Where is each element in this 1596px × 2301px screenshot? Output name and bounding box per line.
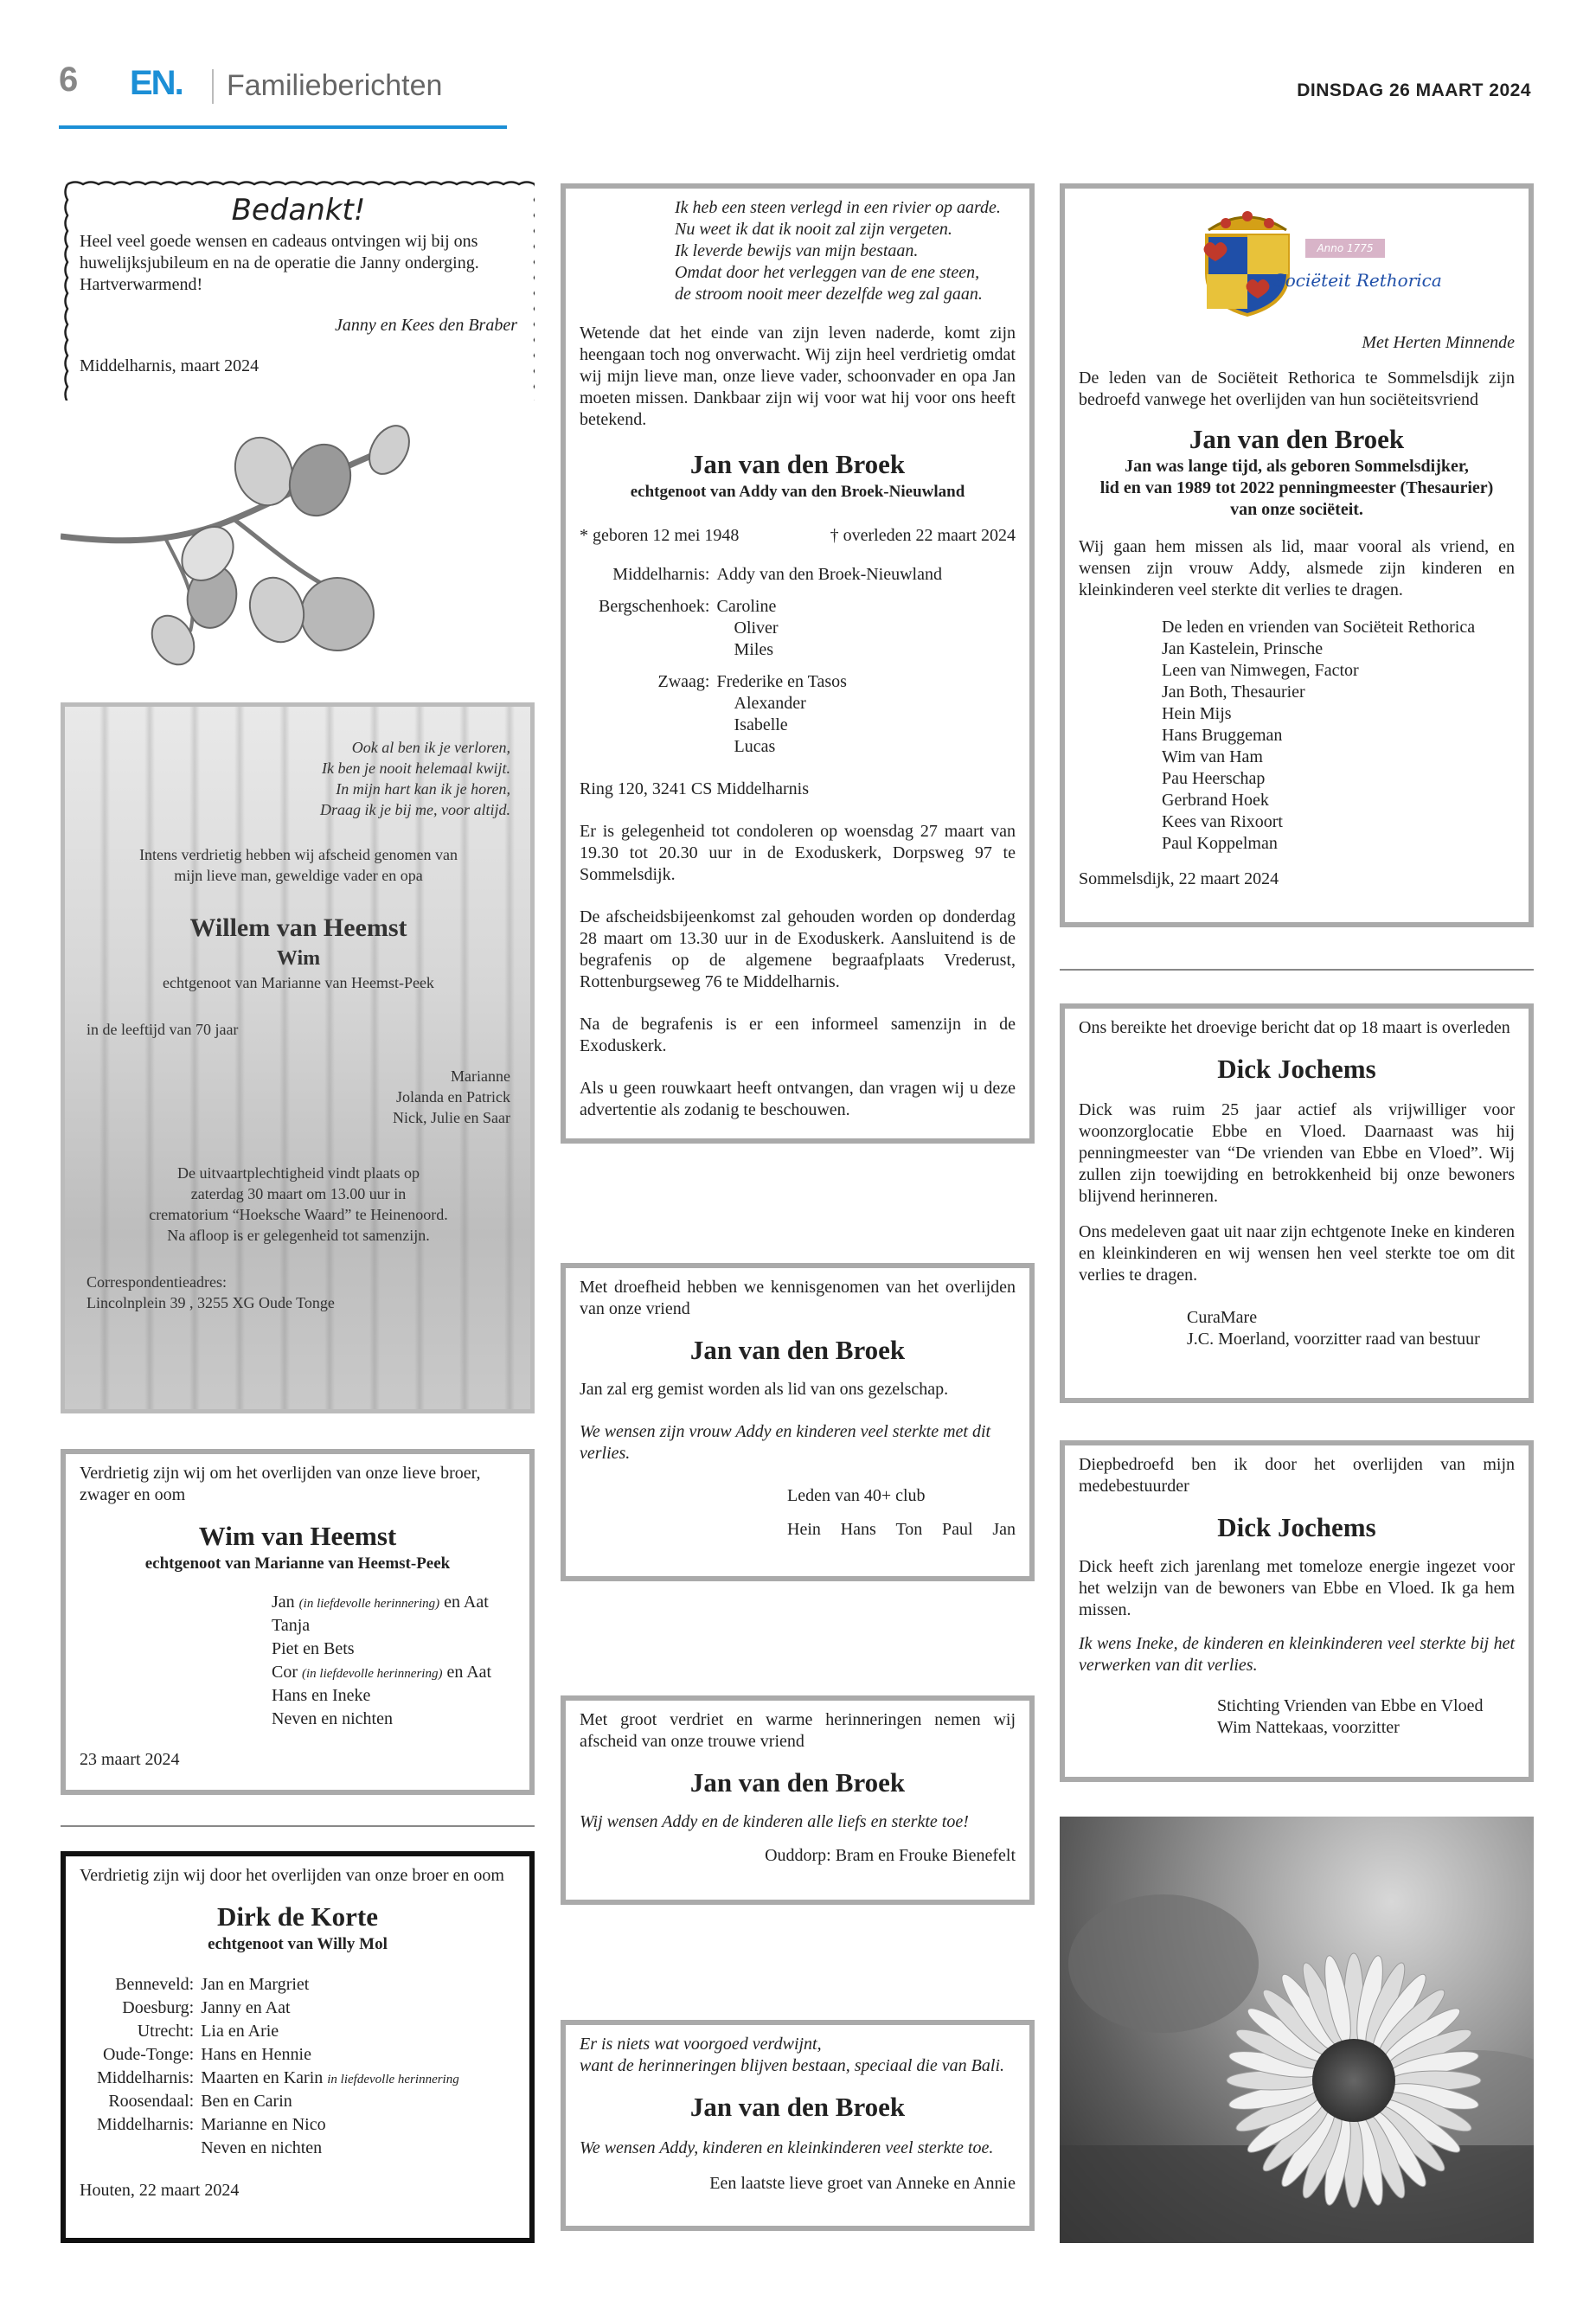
dick-curamare-intro: Ons bereikte het droevige bericht dat op 18 maart is overleden bbox=[1079, 1018, 1510, 1037]
family-place: Middelharnis: bbox=[97, 2068, 195, 2087]
jan-friends-notice bbox=[561, 1695, 1035, 1905]
family-line bbox=[272, 1708, 516, 1732]
header-divider bbox=[212, 69, 214, 104]
family-row bbox=[599, 671, 942, 693]
family-place: Roosendaal: bbox=[108, 2092, 195, 2111]
poem-line: Omdat door het verleggen van de ene steen, bbox=[675, 263, 980, 282]
jan-friends-wish: Wij wensen Addy en de kinderen alle liefs en sterkte toe! bbox=[580, 1812, 969, 1831]
family-names-cell bbox=[201, 2021, 459, 2044]
funeral-line: zaterdag 30 maart om 13.00 uur in bbox=[190, 1185, 407, 1202]
club-member: Jan bbox=[992, 1520, 1016, 1539]
family-names: Jan en Margriet bbox=[201, 1975, 310, 1994]
wim-notice bbox=[61, 1449, 535, 1795]
family-place bbox=[599, 736, 717, 758]
jan-club-wish: We wensen zijn vrouw Addy en kinderen veel sterkte met dit verlies. bbox=[580, 1422, 991, 1463]
willem-spouse: echtgenoot van Marianne van Heemst-Peek bbox=[163, 974, 434, 991]
bedankt-title: Bedankt! bbox=[231, 193, 366, 228]
family-names: Lia en Arie bbox=[201, 2022, 279, 2041]
rethorica-date: Sommelsdijk, 22 maart 2024 bbox=[1079, 869, 1279, 888]
issue-date: DINSDAG 26 MAART 2024 bbox=[1297, 80, 1531, 100]
family-place: Bergschenhoek: bbox=[599, 597, 710, 616]
jan-bali-wish: We wensen Addy, kinderen en kleinkinderen veel sterkte toe. bbox=[580, 2138, 994, 2157]
dirk-korte-notice bbox=[61, 1851, 535, 2243]
jan-after: Na de begrafenis is er een informeel samenzijn in de Exoduskerk. bbox=[580, 1015, 1016, 1055]
jan-name: Jan van den Broek bbox=[689, 449, 906, 479]
family-line: Nick, Julie en Saar bbox=[393, 1109, 510, 1126]
family-spacer bbox=[599, 586, 942, 596]
family-row bbox=[599, 618, 942, 639]
dick-curamare-text1: Dick was ruim 25 jaar actief als vrijwilliger voor woonzorglocatie Ebbe en Vloed. Daarnaast was hij penningmeester van “De vrienden van Ebbe en Vloed”. Wij zullen zijn toewijding en betrokkenheid bij onze bewoners blijvend herinneren. bbox=[1079, 1100, 1515, 1206]
family-row bbox=[97, 2091, 459, 2114]
jan-born: * geboren 12 mei 1948 bbox=[580, 526, 740, 545]
family-names: Isabelle bbox=[716, 715, 788, 734]
jan-club-text: Jan zal erg gemist worden als lid van ons gezelschap. bbox=[580, 1380, 949, 1399]
member-name: De leden en vrienden van Sociëteit Rethorica bbox=[1162, 618, 1476, 637]
newspaper-logo: EN. bbox=[130, 64, 183, 102]
family-line bbox=[272, 1615, 516, 1638]
divider bbox=[1060, 969, 1534, 971]
family-row bbox=[97, 2138, 459, 2161]
family-row bbox=[599, 564, 942, 586]
family-names: Alexander bbox=[716, 694, 806, 713]
willem-notice bbox=[61, 702, 535, 1413]
willem-address-label: Correspondentieadres: bbox=[87, 1273, 227, 1291]
jan-condolence: Er is gelegenheid tot condoleren op woensdag 27 maart van 19.30 tot 20.30 uur in de Exoduskerk, Dorpsweg 97 te Sommelsdijk. bbox=[580, 822, 1016, 884]
family-row bbox=[97, 1997, 459, 2021]
willem-intro-line: mijn lieve man, geweldige vader en opa bbox=[174, 867, 423, 884]
poem-line: Ik ben je nooit helemaal kwijt. bbox=[322, 760, 510, 777]
family-names: Janny en Aat bbox=[201, 1998, 291, 2017]
section-title: Familieberichten bbox=[227, 69, 443, 102]
member-name: Jan Both, Thesaurier bbox=[1162, 683, 1305, 702]
member-name: Kees van Rixoort bbox=[1162, 812, 1283, 831]
family-name: Jan bbox=[272, 1593, 299, 1612]
family-place: Oude-Tonge: bbox=[102, 2045, 195, 2064]
bedankt-place-date: Middelharnis, maart 2024 bbox=[80, 356, 260, 375]
leaf-branch-illustration bbox=[61, 424, 415, 683]
daisy-flower-icon bbox=[1060, 1817, 1534, 2243]
family-place: Middelharnis: bbox=[612, 565, 710, 584]
dirk-korte-intro: Verdrietig zijn wij door het overlijden van onze broer en oom bbox=[80, 1866, 504, 1885]
family-names-cell bbox=[201, 2138, 459, 2161]
family-row bbox=[97, 2114, 459, 2138]
rethorica-logo bbox=[1079, 197, 1515, 318]
family-names: Oliver bbox=[716, 619, 779, 638]
member-name: Pau Heerschap bbox=[1162, 769, 1266, 788]
wim-date: 23 maart 2024 bbox=[80, 1750, 180, 1769]
jan-bali-notice bbox=[561, 2020, 1035, 2231]
quote-line: Er is niets wat voorgoed verdwijnt, bbox=[580, 2035, 822, 2054]
memorial-note: (in liefdevolle herinnering) bbox=[298, 1597, 440, 1611]
rethorica-notice bbox=[1060, 183, 1534, 927]
family-names-cell bbox=[201, 1997, 459, 2021]
family-place bbox=[599, 618, 717, 639]
jan-main-notice bbox=[561, 183, 1035, 1144]
family-names: Maarten en Karin bbox=[201, 2068, 328, 2087]
member-name: Paul Koppelman bbox=[1162, 834, 1278, 853]
rethorica-bio bbox=[1079, 456, 1515, 521]
dirk-korte-date: Houten, 22 maart 2024 bbox=[80, 2181, 240, 2200]
jan-friends-intro: Met groot verdriet en warme herinneringen nemen wij afscheid van onze trouwe vriend bbox=[580, 1710, 1016, 1751]
crest-icon bbox=[1191, 204, 1304, 317]
jan-poem bbox=[675, 197, 1016, 305]
family-name: Piet en Bets bbox=[272, 1639, 355, 1658]
family-names-cell bbox=[201, 1974, 459, 1997]
dick-curamare-name: Dick Jochems bbox=[1217, 1054, 1376, 1084]
club-member: Paul bbox=[942, 1520, 973, 1539]
jan-friends-from: Ouddorp: Bram en Frouke Bienefelt bbox=[765, 1846, 1016, 1865]
wim-intro: Verdrietig zijn wij om het overlijden van onze lieve broer, zwager en oom bbox=[80, 1464, 481, 1504]
family-line bbox=[272, 1662, 516, 1685]
family-place: Doesburg: bbox=[122, 1998, 195, 2017]
dick-curamare-notice bbox=[1060, 1003, 1534, 1403]
family-row bbox=[97, 1974, 459, 1997]
dick-curamare-sig1: CuraMare bbox=[1187, 1308, 1258, 1327]
family-place: Utrecht: bbox=[137, 2022, 195, 2041]
family-line: Marianne bbox=[451, 1067, 510, 1085]
poem-line: de stroom nooit meer dezelfde weg zal gaan. bbox=[675, 285, 983, 304]
dick-board-wish: Ik wens Ineke, de kinderen en kleinkinderen veel sterkte bij het verwerken van dit verlies. bbox=[1079, 1634, 1515, 1675]
family-partner: en Aat bbox=[442, 1663, 492, 1682]
jan-club-name: Jan van den Broek bbox=[689, 1335, 906, 1365]
jan-address: Ring 120, 3241 CS Middelharnis bbox=[580, 779, 810, 798]
jan-club-intro: Met droefheid hebben we kennisgenomen van het overlijden van onze vriend bbox=[580, 1278, 1016, 1318]
dick-board-name: Dick Jochems bbox=[1217, 1512, 1376, 1542]
poem-line: Ik leverde bewijs van mijn bestaan. bbox=[675, 241, 919, 260]
family-place bbox=[599, 693, 717, 715]
jan-club-notice bbox=[561, 1263, 1035, 1581]
dick-board-intro: Diepbedroefd ben ik door het overlijden van mijn medebestuurder bbox=[1079, 1455, 1515, 1496]
poem-line: Nu weet ik dat ik nooit zal zijn vergeten. bbox=[675, 220, 952, 239]
rethorica-text: Wij gaan hem missen als lid, maar vooral als vriend, en wensen zijn vrouw Addy, alsmede zijn kinderen en kleinkinderen veel sterkte dit verlies te dragen. bbox=[1079, 537, 1515, 599]
family-row bbox=[599, 693, 942, 715]
bio-line: van onze sociëteit. bbox=[1230, 500, 1363, 519]
willem-nickname: Wim bbox=[276, 947, 321, 970]
poem-line: Ik heb een steen verlegd in een rivier op aarde. bbox=[675, 198, 1001, 217]
family-line bbox=[272, 1638, 516, 1662]
wim-family-list bbox=[272, 1592, 516, 1732]
rethorica-motto: Met Herten Minnende bbox=[1362, 333, 1515, 352]
club-member: Hein bbox=[787, 1520, 821, 1539]
family-row bbox=[97, 2067, 459, 2091]
page-number: 6 bbox=[59, 61, 79, 99]
family-names: Neven en nichten bbox=[201, 2138, 323, 2157]
funeral-line: crematorium “Hoeksche Waard” te Heinenoord. bbox=[149, 1206, 448, 1223]
poem-line: In mijn hart kan ik je horen, bbox=[336, 780, 510, 798]
family-line: Jolanda en Patrick bbox=[396, 1088, 510, 1106]
poem-line: Ook al ben ik je verloren, bbox=[351, 739, 510, 756]
member-name: Jan Kastelein, Prinsche bbox=[1162, 639, 1324, 658]
funeral-line: Na afloop is er gelegenheid tot samenzijn. bbox=[167, 1227, 430, 1244]
jan-spouse: echtgenoot van Addy van den Broek-Nieuwland bbox=[630, 483, 965, 501]
memorial-note: in liefdevolle herinnering bbox=[327, 2073, 459, 2086]
family-names-cell bbox=[201, 2091, 459, 2114]
family-row bbox=[97, 2021, 459, 2044]
family-row bbox=[599, 715, 942, 736]
family-names-cell bbox=[201, 2044, 459, 2067]
family-names: Caroline bbox=[716, 597, 777, 616]
family-name: Hans en Ineke bbox=[272, 1686, 371, 1705]
family-place bbox=[599, 715, 717, 736]
dick-curamare-sig2: J.C. Moerland, voorzitter raad van bestuur bbox=[1187, 1330, 1480, 1349]
rethorica-name: Jan van den Broek bbox=[1189, 424, 1405, 454]
funeral-line: De uitvaartplechtigheid vindt plaats op bbox=[177, 1164, 420, 1182]
family-place: Middelharnis: bbox=[97, 2115, 195, 2134]
family-place bbox=[97, 2138, 201, 2161]
family-names: Hans en Hennie bbox=[201, 2045, 311, 2064]
family-names: Lucas bbox=[716, 737, 776, 756]
willem-address: Lincolnplein 39 , 3255 XG Oude Tonge bbox=[87, 1294, 335, 1311]
family-names: Marianne en Nico bbox=[201, 2115, 326, 2134]
dick-board-sig2: Wim Nattekaas, voorzitter bbox=[1217, 1718, 1400, 1737]
rethorica-logo-year: Anno 1775 bbox=[1305, 239, 1385, 258]
dick-board-sig1: Stichting Vrienden van Ebbe en Vloed bbox=[1217, 1696, 1484, 1715]
family-names: Frederike en Tasos bbox=[716, 672, 847, 691]
bali-quote bbox=[580, 2034, 1016, 2077]
member-name: Wim van Ham bbox=[1162, 747, 1263, 766]
family-names-cell bbox=[201, 2067, 459, 2091]
quote-line: want de herinneringen blijven bestaan, speciaal die van Bali. bbox=[580, 2056, 1005, 2075]
family-line bbox=[272, 1592, 516, 1615]
bedankt-text: Heel veel goede wensen en cadeaus ontvingen wij bij ons huwelijksjubileum en na de operatie die Janny onderging. Hartverwarmend! bbox=[80, 232, 479, 294]
poem-line: Draag ik je bij me, voor altijd. bbox=[320, 801, 510, 818]
wim-name: Wim van Heemst bbox=[198, 1521, 397, 1551]
member-name: Leen van Nimwegen, Factor bbox=[1162, 661, 1359, 680]
member-name: Hans Bruggeman bbox=[1162, 726, 1283, 745]
family-place: Benneveld: bbox=[115, 1975, 195, 1994]
willem-name: Willem van Heemst bbox=[189, 913, 407, 942]
willem-poem bbox=[87, 737, 510, 820]
bedankt-signature: Janny en Kees den Braber bbox=[334, 316, 517, 335]
jan-friends-name: Jan van den Broek bbox=[689, 1767, 906, 1798]
dirk-korte-spouse: echtgenoot van Willy Mol bbox=[208, 1935, 388, 1953]
dick-curamare-text2: Ons medeleven gaat uit naar zijn echtgenote Ineke en kinderen en kleinkinderen en wij wensen hen veel sterkte toe om dit verlies te dragen. bbox=[1079, 1222, 1515, 1285]
bio-line: Jan was lange tijd, als geboren Sommelsdijker, bbox=[1125, 457, 1469, 476]
family-row bbox=[599, 736, 942, 758]
dirk-korte-name: Dirk de Korte bbox=[217, 1901, 378, 1932]
family-spacer bbox=[599, 661, 942, 671]
dirk-korte-family-table bbox=[97, 1974, 459, 2161]
rethorica-members bbox=[1162, 617, 1515, 855]
rethorica-logo-text: Sociëteit Rethorica bbox=[1273, 270, 1442, 291]
member-name: Gerbrand Hoek bbox=[1162, 791, 1269, 810]
bio-line: lid en van 1989 tot 2022 penningmeester (Thesaurier) bbox=[1099, 478, 1494, 497]
club-member: Hans bbox=[840, 1520, 876, 1539]
header-rule bbox=[59, 125, 507, 129]
rethorica-intro: De leden van de Sociëteit Rethorica te Sommelsdijk zijn bedroefd vanwege het overlijden van hun sociëteitsvriend bbox=[1079, 369, 1515, 409]
family-partner: en Aat bbox=[439, 1593, 489, 1612]
bedankt-notice bbox=[61, 177, 535, 401]
jan-bali-from: Een laatste lieve groet van Anneke en Annie bbox=[709, 2174, 1016, 2193]
family-names: Ben en Carin bbox=[201, 2092, 292, 2111]
family-row bbox=[97, 2044, 459, 2067]
member-name: Hein Mijs bbox=[1162, 704, 1232, 723]
dick-board-text: Dick heeft zich jarenlang met tomeloze energie ingezet voor het welzijn van de bewoners van Ebbe en Vloed. Ik ga hem missen. bbox=[1079, 1557, 1515, 1619]
family-row bbox=[599, 639, 942, 661]
club-member: Ton bbox=[895, 1520, 923, 1539]
memorial-note: (in liefdevolle herinnering) bbox=[302, 1667, 443, 1681]
willem-age: in de leeftijd van 70 jaar bbox=[87, 1021, 239, 1038]
jan-notice-text: Als u geen rouwkaart heeft ontvangen, dan vragen wij u deze advertentie als zodanig te beschouwen. bbox=[580, 1079, 1016, 1119]
family-names: Miles bbox=[716, 640, 774, 659]
family-row bbox=[599, 596, 942, 618]
daisy-photo bbox=[1060, 1817, 1534, 2243]
family-place bbox=[599, 639, 717, 661]
jan-intro: Wetende dat het einde van zijn leven naderde, komt zijn heengaan toch nog onverwacht. Wij zijn heel verdrietig omdat wij mijn lieve man, onze lieve vader, schoonvader en opa Jan moeten missen. Dankbaar zijn wij voor wat hij voor ons heeft betekend. bbox=[580, 324, 1016, 429]
family-name: Cor bbox=[272, 1663, 302, 1682]
jan-bali-name: Jan van den Broek bbox=[689, 2092, 906, 2122]
family-name: Neven en nichten bbox=[272, 1709, 393, 1728]
jan-died: † overleden 22 maart 2024 bbox=[830, 526, 1016, 545]
dick-board-notice bbox=[1060, 1440, 1534, 1782]
jan-farewell: De afscheidsbijeenkomst zal gehouden worden op donderdag 28 maart om 13.30 uur in de Exoduskerk. Aansluitend is de begrafenis op de algemene begraafplaats Vrederust, Rottenburgseweg 76 te Middelharnis. bbox=[580, 907, 1016, 991]
family-names: Addy van den Broek-Nieuwland bbox=[716, 565, 942, 584]
wim-spouse: echtgenoot van Marianne van Heemst-Peek bbox=[144, 1554, 451, 1573]
family-names-cell bbox=[201, 2114, 459, 2138]
family-place: Zwaag: bbox=[657, 672, 710, 691]
family-name: Tanja bbox=[272, 1616, 311, 1635]
family-line bbox=[272, 1685, 516, 1708]
jan-family-table bbox=[599, 564, 942, 758]
divider bbox=[61, 1825, 535, 1827]
jan-club-from: Leden van 40+ club bbox=[787, 1486, 926, 1505]
willem-intro-line: Intens verdrietig hebben wij afscheid genomen van bbox=[139, 846, 458, 863]
